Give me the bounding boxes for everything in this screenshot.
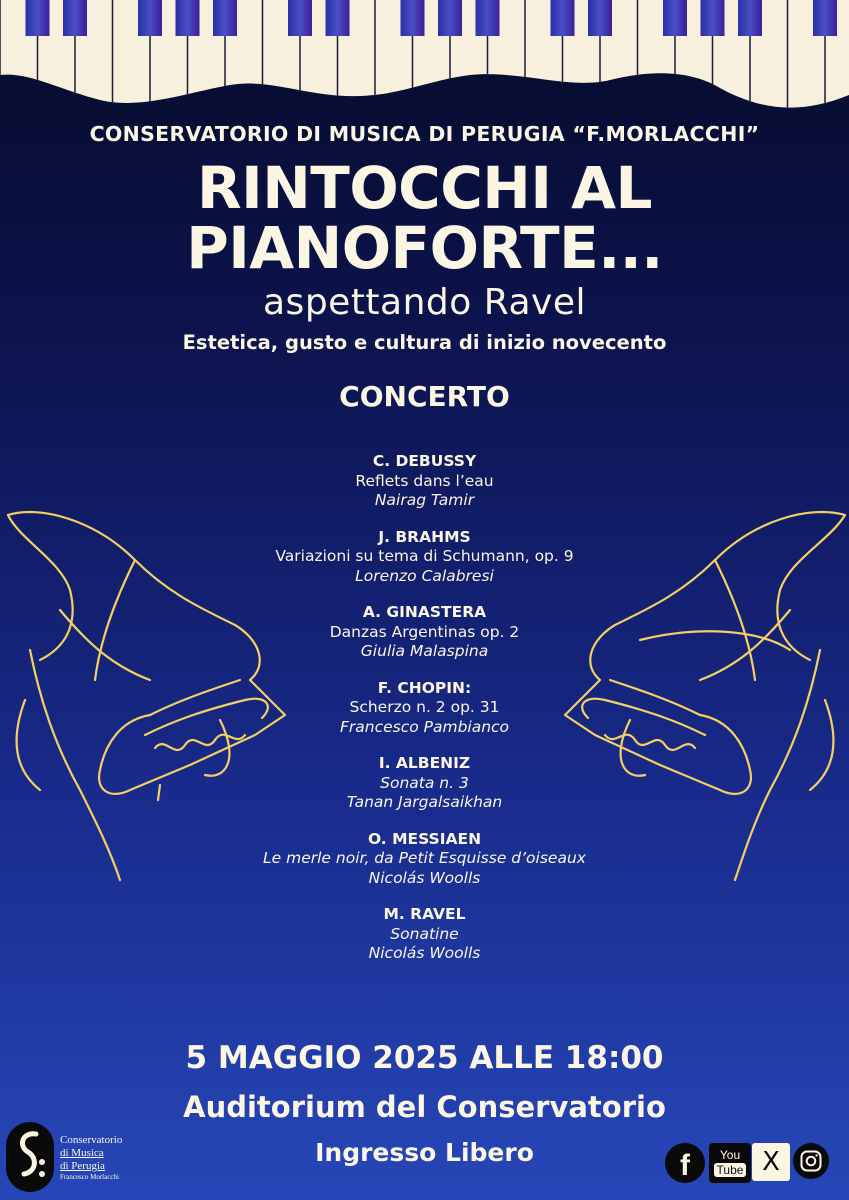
composer: J. BRAHMS [378, 527, 471, 546]
performer: Lorenzo Calabresi [355, 566, 494, 585]
composer: A. GINASTERA [362, 603, 487, 621]
instagram-icon[interactable] [793, 1143, 829, 1179]
work-title: Danzas Argentinas op. 2 [329, 622, 520, 641]
youtube-text-top: You [719, 1148, 741, 1162]
composer: O. MESSIAEN [367, 829, 482, 848]
black-key [738, 0, 762, 36]
program-item [0, 905, 849, 964]
performer: Nicolás Woolls [368, 944, 481, 962]
logo-line: di Musica [60, 1147, 104, 1159]
black-key [813, 0, 837, 36]
composer: F. CHOPIN: [377, 678, 472, 697]
work-title: Sonatine [390, 924, 459, 943]
black-key [63, 0, 87, 36]
x-glyph: X [762, 1147, 780, 1177]
subtitle: aspettando Ravel [263, 282, 586, 323]
institution-name: CONSERVATORIO DI MUSICA DI PERUGIA “F.MORLACCHI” [89, 122, 760, 146]
youtube-text-bottom: Tube [714, 1163, 747, 1177]
facebook-glyph: f [680, 1149, 690, 1182]
title-line-2: PIANOFORTE... [186, 214, 663, 282]
performer: Nairag Tamir [374, 491, 475, 509]
title-line-1: RINTOCCHI AL [197, 154, 652, 222]
black-key [551, 0, 575, 36]
black-key [588, 0, 612, 36]
black-key [663, 0, 687, 36]
black-key [438, 0, 462, 36]
performer: Nicolás Woolls [368, 868, 481, 887]
black-key [176, 0, 200, 36]
program-item [0, 830, 849, 889]
logo-text [60, 1134, 122, 1182]
program-item [0, 603, 849, 662]
event-venue: Auditorium del Conservatorio [183, 1090, 666, 1124]
work-title: Le merle noir, da Petit Esquisse d’oiseaux [263, 849, 586, 867]
program-item [0, 528, 849, 587]
piano-keys-icon [0, 0, 849, 115]
program-item [0, 452, 849, 511]
composer: C. DEBUSSY [372, 452, 477, 470]
event-date: 5 MAGGIO 2025 ALLE 18:00 [185, 1040, 664, 1076]
work-title: Variazioni su tema di Schumann, op. 9 [275, 547, 574, 565]
work-title: Scherzo n. 2 op. 31 [349, 698, 500, 716]
composer: I. ALBENIZ [378, 754, 471, 772]
black-key [213, 0, 237, 36]
black-key [138, 0, 162, 36]
instagram-glyph-icon [799, 1149, 823, 1173]
section-heading: CONCERTO [339, 380, 510, 413]
youtube-icon[interactable] [709, 1143, 751, 1183]
facebook-icon[interactable] [665, 1143, 705, 1183]
composer: M. RAVEL [383, 905, 466, 923]
performer: Giulia Malaspina [360, 642, 489, 660]
performer: Tanan Jargalsaikhan [346, 793, 503, 811]
logo-line: di Perugia [60, 1160, 105, 1172]
black-key [701, 0, 725, 36]
clef-logo-icon [6, 1122, 54, 1192]
black-key [326, 0, 350, 36]
black-key [288, 0, 312, 36]
logo-line: Francesco Morlacchi [60, 1173, 119, 1181]
program-item [0, 679, 849, 738]
entry-info: Ingresso Libero [315, 1138, 534, 1167]
x-icon[interactable] [752, 1143, 790, 1181]
concert-title [0, 154, 849, 282]
work-title: Reflets dans l’eau [355, 471, 494, 490]
black-key [26, 0, 50, 36]
logo-line: Conservatorio [60, 1134, 123, 1146]
program-item [0, 754, 849, 813]
work-title: Sonata n. 3 [380, 773, 469, 792]
program-list [0, 452, 849, 981]
performer: Francesco Pambianco [339, 717, 510, 736]
tagline: Estetica, gusto e cultura di inizio novecento [182, 331, 667, 354]
black-key [476, 0, 500, 36]
conservatory-logo [4, 1120, 154, 1195]
black-key [401, 0, 425, 36]
